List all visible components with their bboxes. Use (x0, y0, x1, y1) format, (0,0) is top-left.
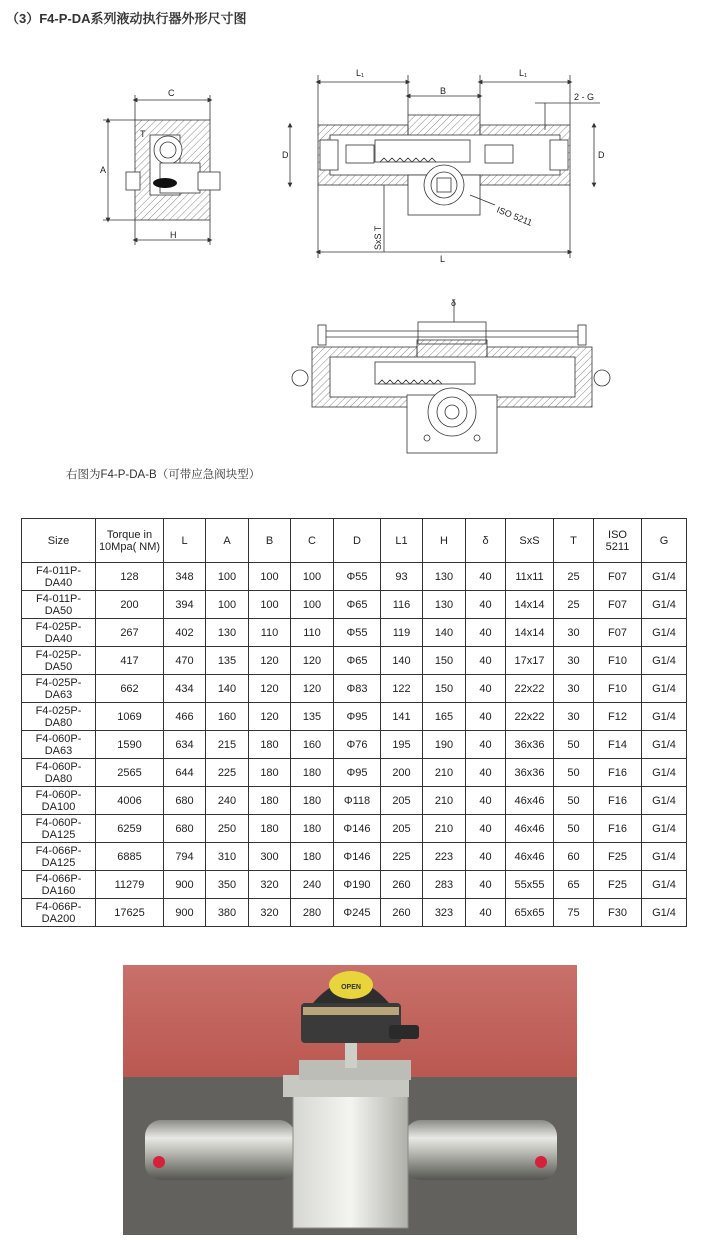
table-cell: F30 (594, 899, 642, 927)
table-cell: 215 (206, 731, 249, 759)
table-cell: 36x36 (506, 731, 554, 759)
table-cell: 120 (291, 675, 334, 703)
dim-label-l1-right: L₁ (519, 68, 528, 78)
table-cell: G1/4 (642, 703, 687, 731)
table-cell: G1/4 (642, 899, 687, 927)
table-cell: 240 (206, 787, 249, 815)
table-cell: 100 (206, 591, 249, 619)
table-row (22, 871, 687, 899)
size-cell: F4-066P-DA125 (22, 843, 96, 871)
size-cell: F4-060P-DA100 (22, 787, 96, 815)
size-cell: F4-066P-DA160 (22, 871, 96, 899)
table-cell: 46x46 (506, 787, 554, 815)
table-cell: F14 (594, 731, 642, 759)
table-cell: G1/4 (642, 759, 687, 787)
table-cell: 100 (206, 563, 249, 591)
table-cell: 160 (206, 703, 249, 731)
table-cell: 267 (96, 619, 164, 647)
column-header: H (423, 519, 466, 563)
table-cell: 900 (164, 871, 206, 899)
table-cell: 135 (206, 647, 249, 675)
table-cell: 50 (554, 787, 594, 815)
table-cell: F12 (594, 703, 642, 731)
table-cell: 46x46 (506, 843, 554, 871)
column-header: Size (22, 519, 96, 563)
table-cell: G1/4 (642, 731, 687, 759)
table-cell: Φ65 (334, 647, 381, 675)
table-cell: 40 (466, 899, 506, 927)
table-cell: 417 (96, 647, 164, 675)
table-cell: 40 (466, 787, 506, 815)
table-cell: 210 (423, 815, 466, 843)
table-cell: 280 (291, 899, 334, 927)
column-header: Torque in 10Mpa( NM) (96, 519, 164, 563)
table-cell: 1069 (96, 703, 164, 731)
table-cell: 55x55 (506, 871, 554, 899)
table-cell: 240 (291, 871, 334, 899)
table-cell: 794 (164, 843, 206, 871)
table-cell: 223 (423, 843, 466, 871)
table-cell: 2565 (96, 759, 164, 787)
table-cell: 200 (96, 591, 164, 619)
table-cell: 50 (554, 815, 594, 843)
table-cell: 205 (381, 815, 423, 843)
table-cell: 25 (554, 591, 594, 619)
table-cell: 22x22 (506, 675, 554, 703)
table-cell: 11279 (96, 871, 164, 899)
table-cell: 120 (249, 675, 291, 703)
table-cell: 93 (381, 563, 423, 591)
table-cell: G1/4 (642, 591, 687, 619)
dimension-drawings (0, 40, 713, 480)
size-cell: F4-066P-DA200 (22, 899, 96, 927)
table-cell: 40 (466, 703, 506, 731)
table-cell: 350 (206, 871, 249, 899)
table-cell: 225 (381, 843, 423, 871)
table-cell: 100 (249, 591, 291, 619)
column-header: ISO 5211 (594, 519, 642, 563)
column-header: T (554, 519, 594, 563)
table-cell: G1/4 (642, 647, 687, 675)
table-cell: 65 (554, 871, 594, 899)
table-cell: 180 (291, 815, 334, 843)
size-cell: F4-060P-DA125 (22, 815, 96, 843)
table-cell: 116 (381, 591, 423, 619)
table-cell: 300 (249, 843, 291, 871)
table-cell: 380 (206, 899, 249, 927)
table-cell: 25 (554, 563, 594, 591)
table-row (22, 815, 687, 843)
table-cell: 65x65 (506, 899, 554, 927)
dim-label-t: T (140, 129, 146, 139)
table-cell: 190 (423, 731, 466, 759)
table-cell: Φ146 (334, 815, 381, 843)
table-cell: G1/4 (642, 787, 687, 815)
dim-label-h: H (170, 230, 177, 240)
table-cell: 180 (291, 787, 334, 815)
dim-label-sxs-t: SxS T (373, 225, 383, 250)
table-cell: 40 (466, 843, 506, 871)
table-cell: G1/4 (642, 843, 687, 871)
size-cell: F4-025P-DA40 (22, 619, 96, 647)
table-row (22, 647, 687, 675)
table-cell: 128 (96, 563, 164, 591)
table-cell: Φ65 (334, 591, 381, 619)
table-cell: F10 (594, 675, 642, 703)
side-view (103, 95, 220, 245)
dim-label-delta: δ (451, 298, 457, 308)
table-cell: 466 (164, 703, 206, 731)
table-cell: 120 (291, 647, 334, 675)
table-cell: 225 (206, 759, 249, 787)
size-cell: F4-025P-DA80 (22, 703, 96, 731)
table-cell: F25 (594, 871, 642, 899)
table-cell: 140 (423, 619, 466, 647)
table-cell: 30 (554, 647, 594, 675)
table-cell: 6885 (96, 843, 164, 871)
table-row (22, 591, 687, 619)
table-cell: 130 (206, 619, 249, 647)
table-cell: Φ190 (334, 871, 381, 899)
table-cell: 11x11 (506, 563, 554, 591)
dim-label-a: A (100, 165, 107, 175)
table-row (22, 787, 687, 815)
table-cell: Φ83 (334, 675, 381, 703)
table-cell: 634 (164, 731, 206, 759)
table-cell: F25 (594, 843, 642, 871)
table-cell: 165 (423, 703, 466, 731)
table-cell: 320 (249, 899, 291, 927)
table-cell: 14x14 (506, 591, 554, 619)
table-cell: 40 (466, 731, 506, 759)
table-cell: 40 (466, 647, 506, 675)
size-cell: F4-011P-DA50 (22, 591, 96, 619)
page-title: （3）F4-P-DA系列液动执行器外形尺寸图 (6, 11, 247, 26)
table-cell: 200 (381, 759, 423, 787)
table-cell: 644 (164, 759, 206, 787)
table-cell: 119 (381, 619, 423, 647)
table-cell: 680 (164, 815, 206, 843)
table-cell: Φ95 (334, 759, 381, 787)
table-cell: 434 (164, 675, 206, 703)
table-cell: 1590 (96, 731, 164, 759)
table-cell: 36x36 (506, 759, 554, 787)
table-cell: Φ245 (334, 899, 381, 927)
open-indicator-label: OPEN (341, 984, 361, 991)
table-cell: 141 (381, 703, 423, 731)
table-cell: G1/4 (642, 675, 687, 703)
table-cell: 40 (466, 759, 506, 787)
dim-label-b: B (440, 86, 447, 96)
table-cell: 130 (423, 563, 466, 591)
table-cell: 394 (164, 591, 206, 619)
column-header: G (642, 519, 687, 563)
table-cell: 180 (249, 787, 291, 815)
table-cell: 195 (381, 731, 423, 759)
table-cell: Φ118 (334, 787, 381, 815)
table-cell: 900 (164, 899, 206, 927)
table-cell: 180 (291, 843, 334, 871)
table-row (22, 899, 687, 927)
table-cell: 140 (206, 675, 249, 703)
column-header: SxS (506, 519, 554, 563)
table-cell: 120 (249, 647, 291, 675)
column-header: A (206, 519, 249, 563)
table-cell: 320 (249, 871, 291, 899)
table-cell: 46x46 (506, 815, 554, 843)
table-cell: F10 (594, 647, 642, 675)
table-row (22, 731, 687, 759)
table-cell: 40 (466, 815, 506, 843)
table-cell: 140 (381, 647, 423, 675)
table-cell: 402 (164, 619, 206, 647)
table-cell: 40 (466, 563, 506, 591)
table-cell: 110 (291, 619, 334, 647)
table-cell: 40 (466, 591, 506, 619)
dim-label-l: L (440, 254, 446, 264)
table-cell: 680 (164, 787, 206, 815)
table-row (22, 703, 687, 731)
table-row (22, 843, 687, 871)
table-row (22, 759, 687, 787)
table-row (22, 619, 687, 647)
table-cell: G1/4 (642, 871, 687, 899)
table-cell: 470 (164, 647, 206, 675)
table-cell: 100 (291, 563, 334, 591)
table-cell: 662 (96, 675, 164, 703)
table-cell: 40 (466, 675, 506, 703)
iso-label: ISO 5211 (495, 204, 534, 228)
table-cell: 180 (291, 759, 334, 787)
table-cell: 122 (381, 675, 423, 703)
table-cell: F16 (594, 815, 642, 843)
table-cell: Φ76 (334, 731, 381, 759)
table-cell: 150 (423, 675, 466, 703)
table-cell: 14x14 (506, 619, 554, 647)
table-cell: F07 (594, 591, 642, 619)
section-view-b (292, 300, 610, 453)
product-photo (123, 965, 577, 1235)
table-cell: F07 (594, 563, 642, 591)
front-view (290, 75, 600, 258)
table-cell: 205 (381, 787, 423, 815)
table-cell: F07 (594, 619, 642, 647)
table-cell: 348 (164, 563, 206, 591)
column-header: D (334, 519, 381, 563)
table-cell: Φ95 (334, 703, 381, 731)
table-cell: G1/4 (642, 563, 687, 591)
table-cell: 180 (249, 731, 291, 759)
table-cell: 50 (554, 731, 594, 759)
table-cell: 260 (381, 899, 423, 927)
table-cell: 210 (423, 759, 466, 787)
table-cell: 250 (206, 815, 249, 843)
table-cell: 100 (291, 591, 334, 619)
table-cell: G1/4 (642, 619, 687, 647)
table-cell: 110 (249, 619, 291, 647)
table-cell: 30 (554, 619, 594, 647)
dim-label-d-left: D (282, 150, 289, 160)
column-header: C (291, 519, 334, 563)
table-cell: 17625 (96, 899, 164, 927)
column-header: B (249, 519, 291, 563)
table-row (22, 563, 687, 591)
table-cell: 60 (554, 843, 594, 871)
table-cell: 22x22 (506, 703, 554, 731)
table-cell: 180 (249, 759, 291, 787)
table-cell: 30 (554, 675, 594, 703)
table-cell: 323 (423, 899, 466, 927)
table-cell: G1/4 (642, 815, 687, 843)
dim-label-c: C (168, 88, 175, 98)
table-cell: 130 (423, 591, 466, 619)
table-cell: 75 (554, 899, 594, 927)
table-row (22, 675, 687, 703)
column-header: L1 (381, 519, 423, 563)
table-cell: 260 (381, 871, 423, 899)
table-cell: 4006 (96, 787, 164, 815)
dim-label-l1-left: L₁ (356, 68, 365, 78)
table-cell: 6259 (96, 815, 164, 843)
size-cell: F4-060P-DA63 (22, 731, 96, 759)
table-cell: 50 (554, 759, 594, 787)
spec-table (21, 518, 687, 927)
table-cell: 210 (423, 787, 466, 815)
column-header: L (164, 519, 206, 563)
table-cell: F16 (594, 787, 642, 815)
column-header: δ (466, 519, 506, 563)
size-cell: F4-025P-DA63 (22, 675, 96, 703)
drawing-caption: 右图为F4-P-DA-B（可带应急阀块型） (66, 469, 261, 481)
dim-label-2g: 2 - G (574, 92, 595, 102)
table-cell: 40 (466, 619, 506, 647)
size-cell: F4-060P-DA80 (22, 759, 96, 787)
table-cell: Φ55 (334, 619, 381, 647)
table-cell: 150 (423, 647, 466, 675)
table-cell: 160 (291, 731, 334, 759)
table-cell: 135 (291, 703, 334, 731)
table-cell: 310 (206, 843, 249, 871)
table-cell: 17x17 (506, 647, 554, 675)
table-header-row (22, 519, 687, 563)
table-cell: 120 (249, 703, 291, 731)
table-cell: 40 (466, 871, 506, 899)
table-cell: 283 (423, 871, 466, 899)
table-cell: F16 (594, 759, 642, 787)
size-cell: F4-011P-DA40 (22, 563, 96, 591)
table-cell: 180 (249, 815, 291, 843)
table-cell: 30 (554, 703, 594, 731)
size-cell: F4-025P-DA50 (22, 647, 96, 675)
dim-label-d-right: D (598, 150, 605, 160)
table-cell: Φ146 (334, 843, 381, 871)
table-cell: 100 (249, 563, 291, 591)
table-cell: Φ55 (334, 563, 381, 591)
